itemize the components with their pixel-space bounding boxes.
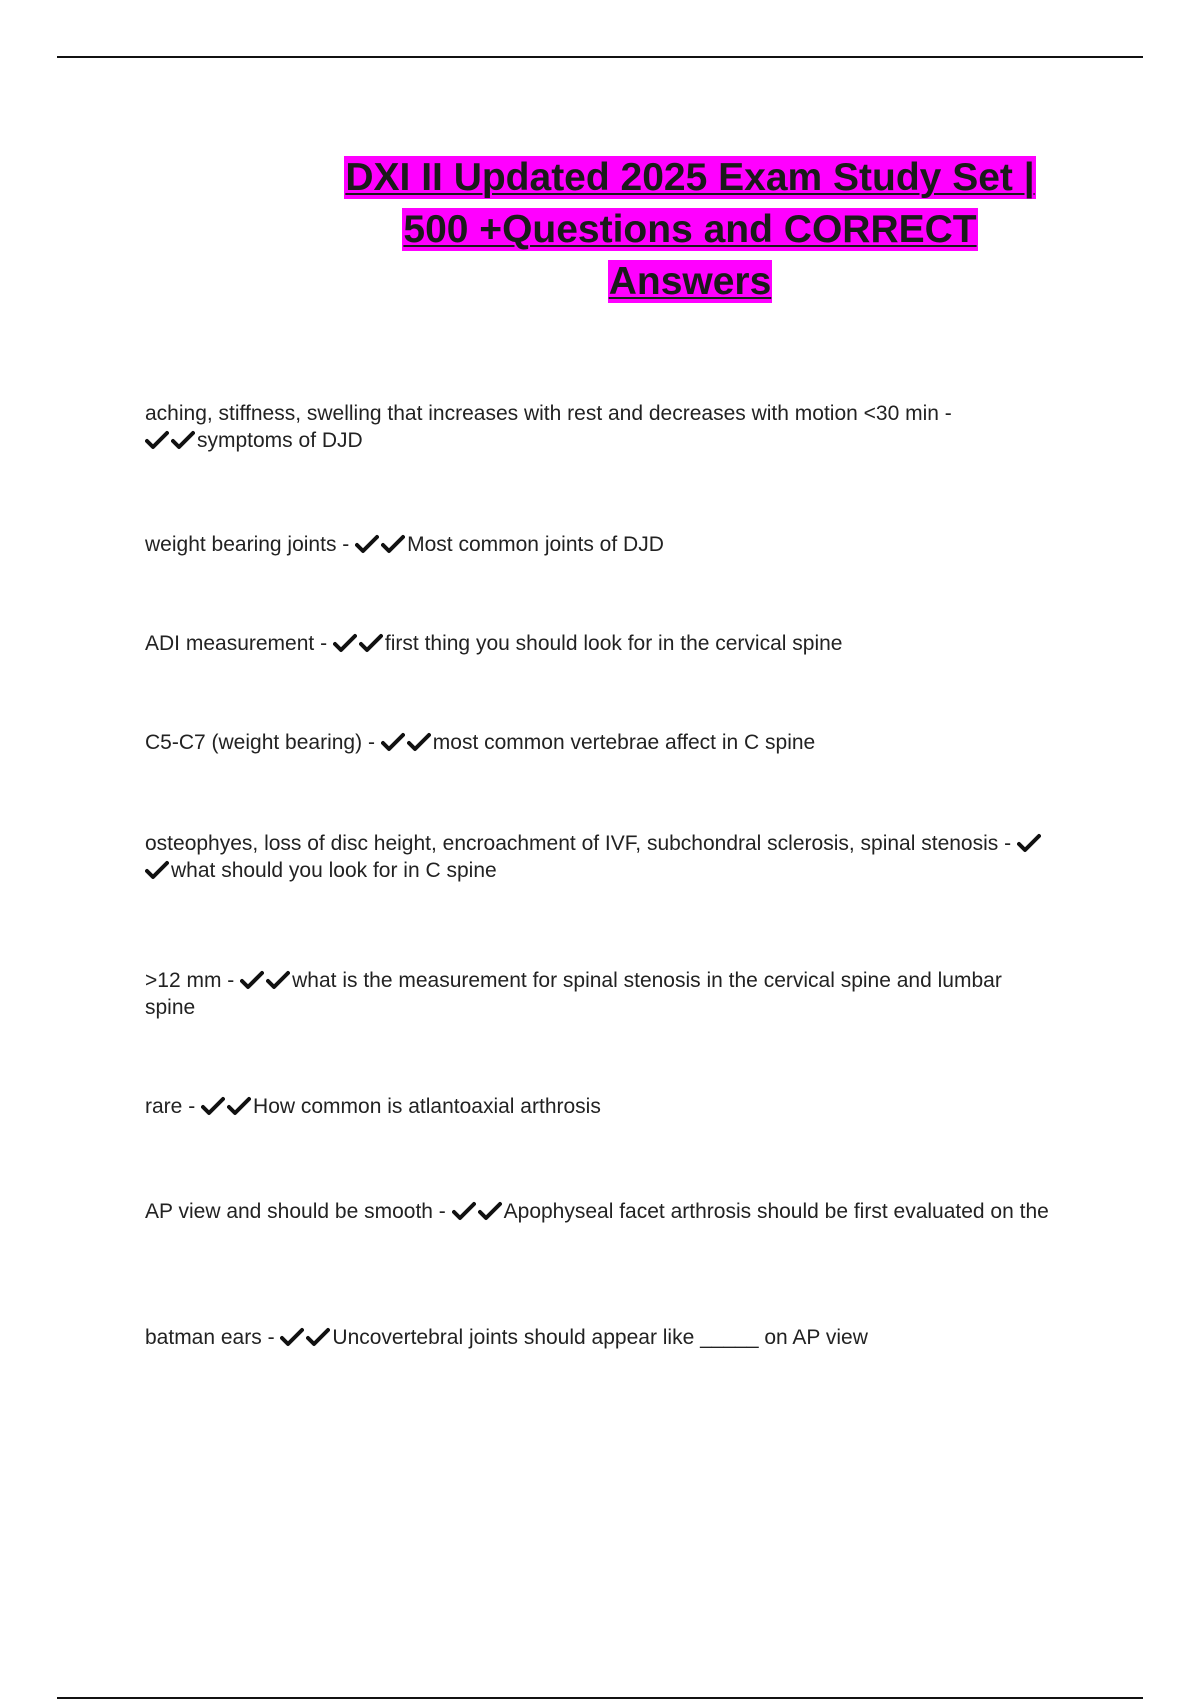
check-mark-icon [478, 1201, 504, 1221]
check-mark-icon [359, 633, 385, 653]
check-mark-icon [240, 970, 266, 990]
qa-answer: ADI measurement [145, 632, 315, 655]
qa-answer: osteophyes, loss of disc height, encroachment of IVF, subchondral sclerosis, spinal stenosis [145, 832, 999, 855]
qa-separator: - [362, 731, 381, 754]
qa-question: Uncovertebral joints should appear like _____ on AP view [332, 1326, 868, 1349]
check-mark-icon [306, 1327, 332, 1347]
qa-item [145, 830, 1050, 884]
check-mark-icon [355, 534, 381, 554]
qa-separator: - [221, 969, 241, 992]
check-mark-icon [145, 430, 171, 450]
qa-item [145, 1198, 1050, 1225]
qa-answer: rare [145, 1095, 183, 1118]
check-mark-icon [266, 970, 292, 990]
check-mark-icon [1017, 833, 1043, 853]
qa-item [145, 1093, 1050, 1120]
qa-answer: AP view and should be smooth [145, 1200, 433, 1223]
qa-answer: aching, stiffness, swelling that increases with rest and decreases with motion <30 min [145, 402, 939, 425]
qa-separator: - [314, 632, 333, 655]
qa-item [145, 400, 1050, 454]
check-mark-icon [381, 732, 407, 752]
qa-question: most common vertebrae affect in C spine [432, 731, 816, 754]
title-line-1: DXI II Updated 2025 Exam Study Set | [345, 156, 1035, 199]
qa-item [145, 531, 1050, 558]
check-mark-icon [280, 1327, 306, 1347]
qa-question: symptoms of DJD [197, 429, 363, 452]
qa-separator: - [938, 402, 952, 425]
qa-separator: - [261, 1326, 281, 1349]
qa-question: Apophyseal facet arthrosis should be first evaluated on the [503, 1200, 1049, 1223]
check-mark-icon [145, 860, 171, 880]
title-line-3: Answers [608, 260, 772, 303]
qa-separator: - [432, 1200, 452, 1223]
qa-answer: >12 mm [145, 969, 222, 992]
check-mark-icon [171, 430, 197, 450]
check-mark-icon [227, 1096, 253, 1116]
check-mark-icon [407, 732, 433, 752]
bottom-rule [57, 1697, 1143, 1699]
qa-question: what should you look for in C spine [171, 859, 497, 882]
qa-question: How common is atlantoaxial arthrosis [253, 1095, 601, 1118]
qa-answer: C5-C7 (weight bearing) [145, 731, 363, 754]
check-mark-icon [333, 633, 359, 653]
document-title [340, 152, 1040, 308]
qa-question: first thing you should look for in the cervical spine [384, 632, 843, 655]
qa-question: what is the measurement for spinal stenosis in the cervical spine and lumbar spine [145, 969, 1002, 1019]
qa-item [145, 1324, 1050, 1351]
qa-answer: weight bearing joints [145, 533, 337, 556]
qa-answer: batman ears [145, 1326, 262, 1349]
qa-item [145, 967, 1050, 1021]
check-mark-icon [381, 534, 407, 554]
top-rule [57, 56, 1143, 58]
qa-question: Most common joints of DJD [407, 533, 664, 556]
qa-separator: - [336, 533, 356, 556]
title-line-2: 500 +Questions and CORRECT [403, 208, 977, 251]
check-mark-icon [201, 1096, 227, 1116]
qa-separator: - [998, 832, 1017, 855]
qa-separator: - [182, 1095, 202, 1118]
qa-item [145, 630, 1050, 657]
qa-item [145, 729, 1050, 756]
check-mark-icon [452, 1201, 478, 1221]
